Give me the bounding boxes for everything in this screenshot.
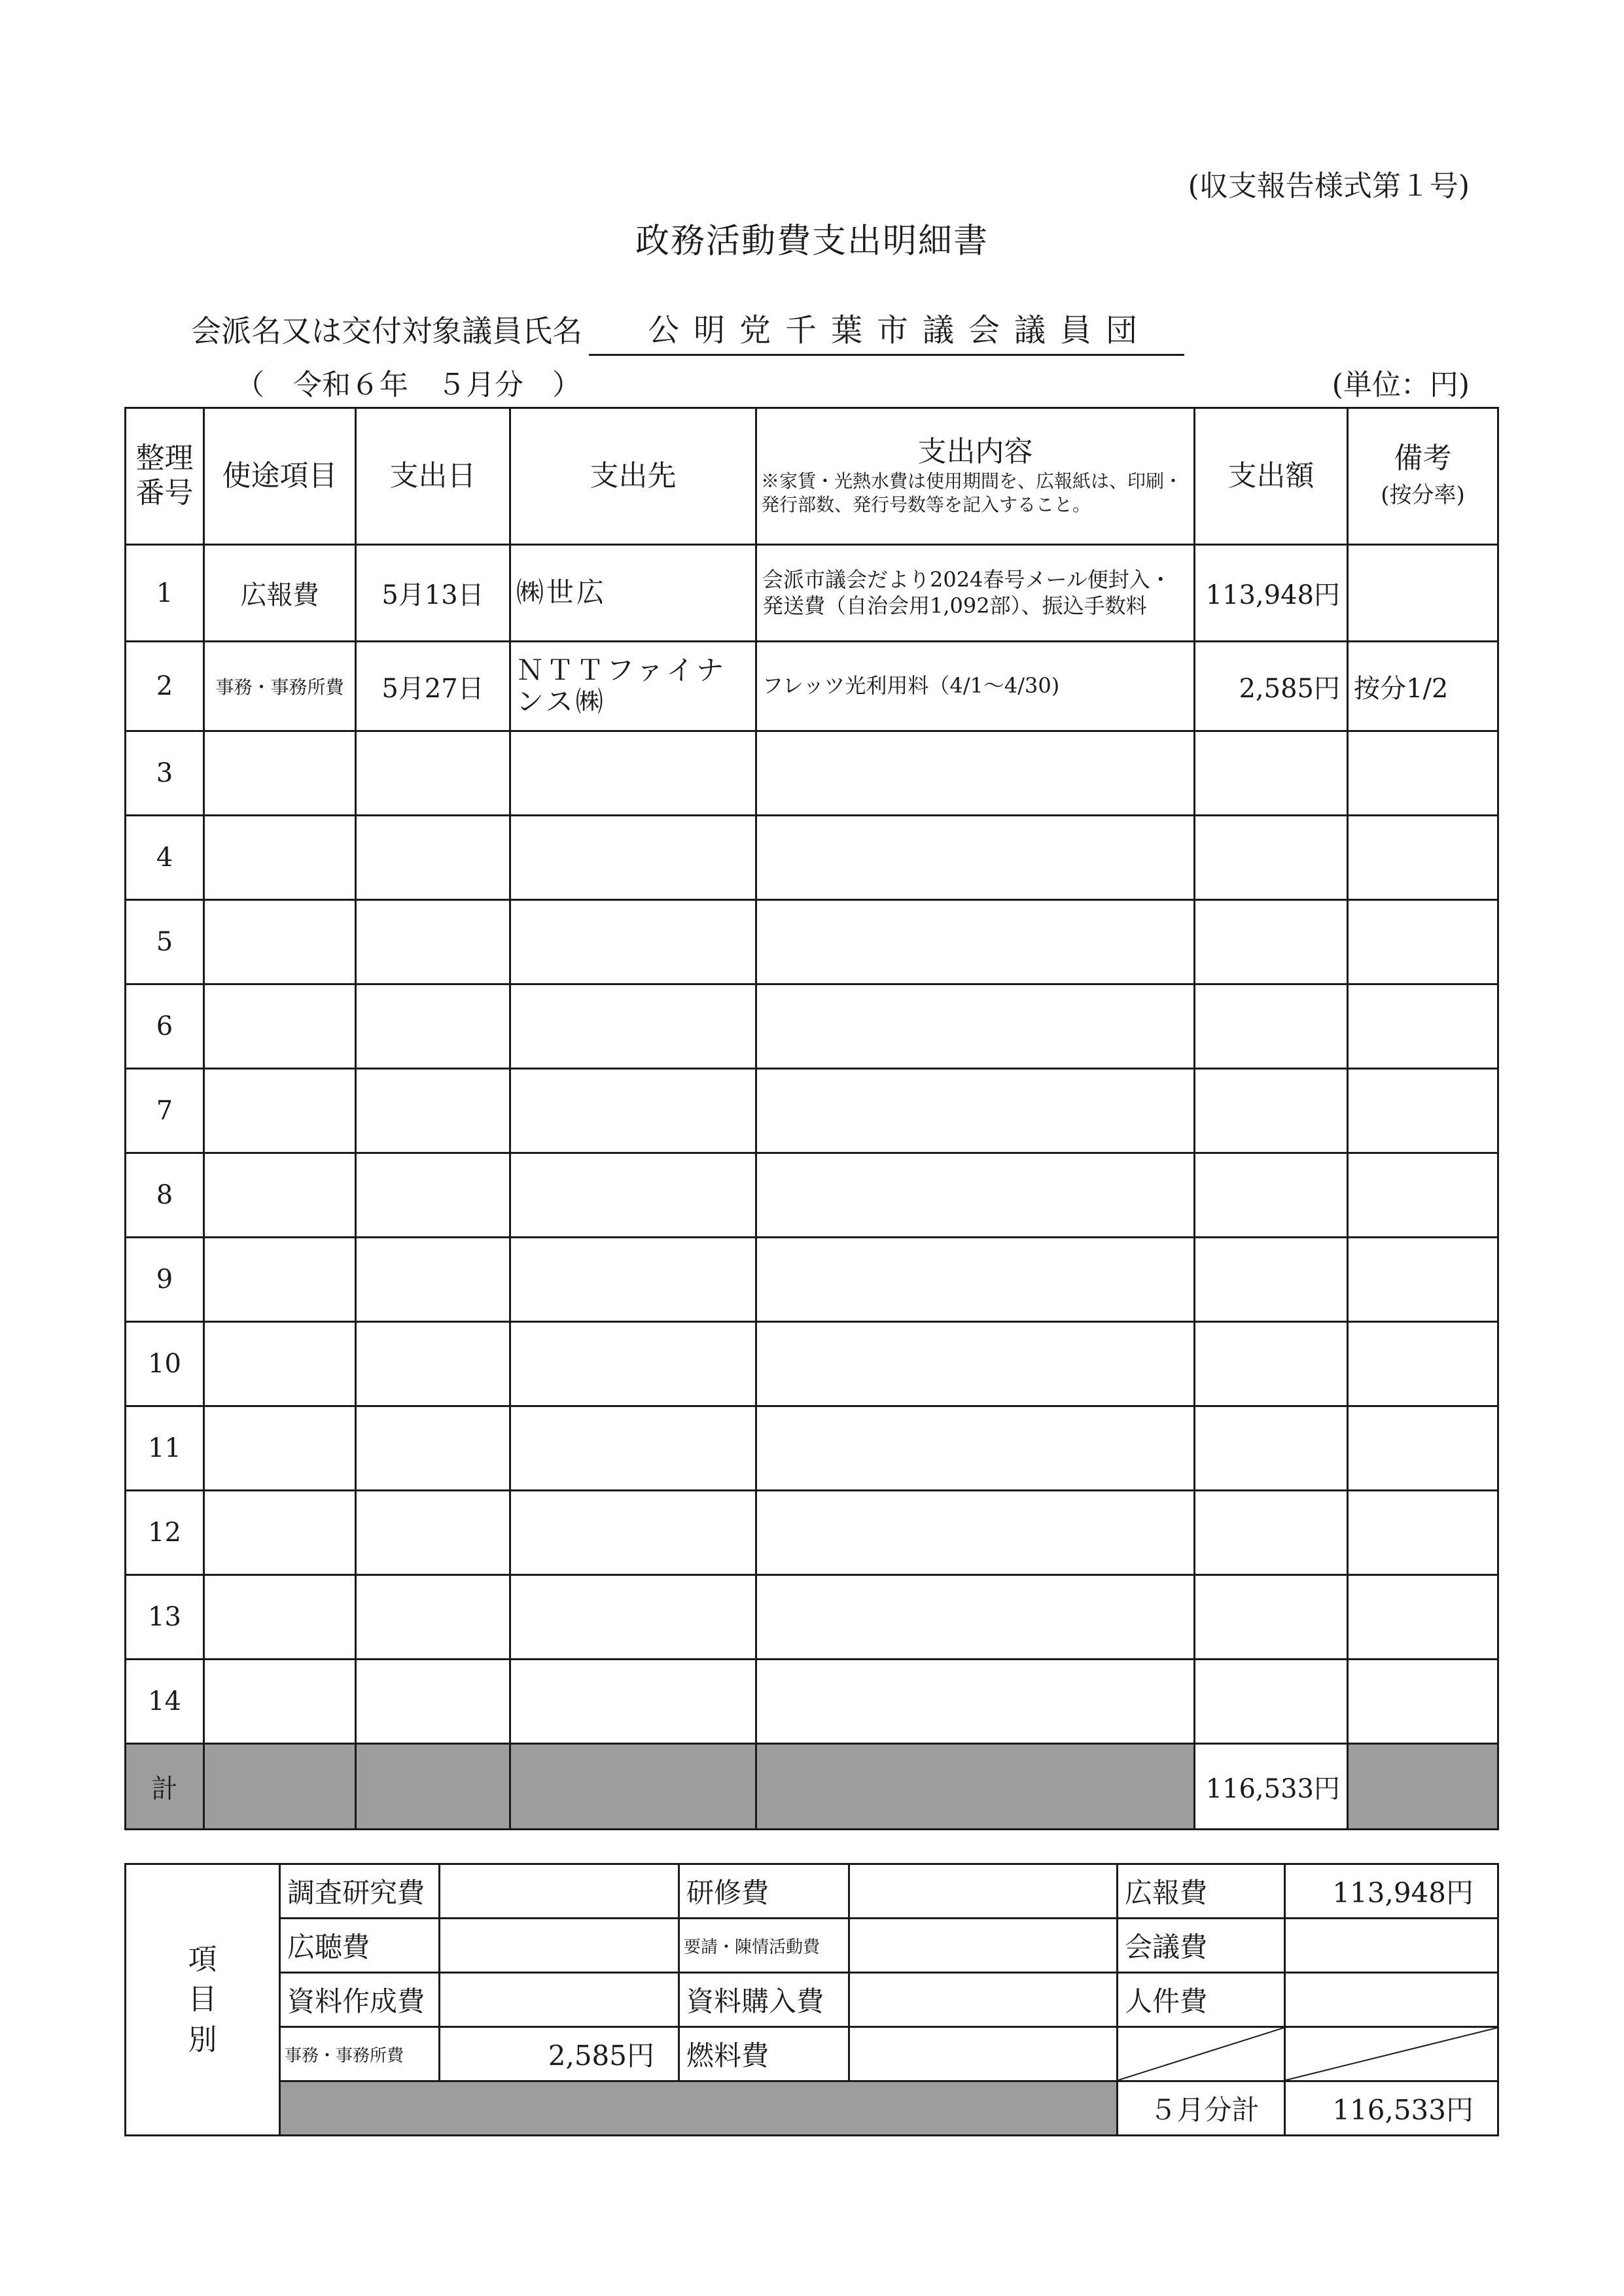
summary-amount [440, 1919, 679, 1973]
row-amount [1195, 984, 1348, 1069]
row-no: 10 [126, 1322, 204, 1406]
table-row [126, 1069, 1498, 1153]
row-remarks [1348, 1575, 1498, 1660]
row-amount [1195, 900, 1348, 984]
row-category [204, 984, 356, 1069]
total-blank [204, 1744, 356, 1830]
table-header-row [126, 408, 1498, 545]
row-payee: ＮＴＴファイナンス㈱ [510, 642, 756, 731]
row-no: 6 [126, 984, 204, 1069]
row-remarks [1348, 816, 1498, 900]
summary-label: 資料購入費 [679, 1973, 849, 2027]
table-row [126, 1660, 1498, 1744]
row-category [204, 900, 356, 984]
total-amount: 116,533円 [1195, 1744, 1348, 1830]
table-row [126, 731, 1498, 816]
row-date [356, 900, 510, 984]
name-value: 公明党千葉市議会議員団 [589, 305, 1184, 356]
row-category [204, 1238, 356, 1322]
row-date [356, 1322, 510, 1406]
total-blank [510, 1744, 756, 1830]
diagonal-line [1286, 2028, 1497, 2080]
header-remarks-title: 備考 [1394, 442, 1452, 476]
table-row [126, 984, 1498, 1069]
row-content [756, 1322, 1195, 1406]
table-row [126, 1406, 1498, 1491]
row-date: 5月27日 [356, 642, 510, 731]
summary-label: 調査研究費 [280, 1864, 440, 1919]
row-category [204, 1491, 356, 1575]
row-amount: 113,948円 [1195, 545, 1348, 642]
header-payee: 支出先 [510, 408, 756, 545]
row-content [756, 900, 1195, 984]
summary-amount: 113,948円 [1285, 1864, 1498, 1919]
expense-table [124, 407, 1499, 1830]
row-no: 3 [126, 731, 204, 816]
header-amount: 支出額 [1195, 408, 1348, 545]
row-content [756, 1069, 1195, 1153]
row-payee [510, 1660, 756, 1744]
row-payee [510, 1491, 756, 1575]
row-remarks: 按分1/2 [1348, 642, 1498, 731]
diagonal-cell [1285, 2027, 1498, 2081]
diagonal-cell [1118, 2027, 1285, 2081]
row-content [756, 1238, 1195, 1322]
row-payee [510, 731, 756, 816]
summary-label: 研修費 [679, 1864, 849, 1919]
summary-side-label: 項 目 別 [126, 1864, 280, 2136]
row-category [204, 1660, 356, 1744]
row-category [204, 1322, 356, 1406]
row-remarks [1348, 1238, 1498, 1322]
row-date [356, 984, 510, 1069]
summary-amount [849, 2027, 1118, 2081]
row-amount [1195, 1575, 1348, 1660]
row-payee [510, 1575, 756, 1660]
row-content [756, 984, 1195, 1069]
summary-amount: 2,585円 [440, 2027, 679, 2081]
row-amount [1195, 1322, 1348, 1406]
table-row [126, 900, 1498, 984]
total-blank [356, 1744, 510, 1830]
summary-row [126, 1973, 1498, 2027]
row-remarks [1348, 731, 1498, 816]
row-remarks [1348, 900, 1498, 984]
table-row [126, 642, 1498, 731]
row-no: 11 [126, 1406, 204, 1491]
summary-label: 人件費 [1118, 1973, 1285, 2027]
row-payee: ㈱世広 [510, 545, 756, 642]
summary-amount [1285, 1973, 1498, 2027]
category-summary-table [124, 1863, 1499, 2136]
row-date [356, 1238, 510, 1322]
diagonal-line [1118, 2028, 1284, 2080]
row-amount [1195, 1238, 1348, 1322]
row-no: 2 [126, 642, 204, 731]
form-number: (収支報告様式第１号) [1188, 169, 1470, 203]
row-amount [1195, 816, 1348, 900]
row-category [204, 1575, 356, 1660]
row-content [756, 731, 1195, 816]
row-date [356, 1153, 510, 1238]
row-amount [1195, 1491, 1348, 1575]
row-remarks [1348, 1660, 1498, 1744]
document-title: 政務活動費支出明細書 [635, 222, 989, 261]
table-row [126, 1491, 1498, 1575]
row-remarks [1348, 1491, 1498, 1575]
summary-label: 燃料費 [679, 2027, 849, 2081]
total-row [126, 1744, 1498, 1830]
row-remarks [1348, 1153, 1498, 1238]
row-remarks [1348, 984, 1498, 1069]
summary-label: 資料作成費 [280, 1973, 440, 2027]
header-content [756, 408, 1195, 545]
row-no: 8 [126, 1153, 204, 1238]
row-no: 5 [126, 900, 204, 984]
row-amount: 2,585円 [1195, 642, 1348, 731]
row-content [756, 1406, 1195, 1491]
header-remarks-sub: (按分率) [1381, 482, 1465, 508]
summary-label: 会議費 [1118, 1919, 1285, 1973]
row-amount [1195, 1406, 1348, 1491]
summary-gray-block [280, 2081, 1118, 2136]
row-payee [510, 900, 756, 984]
row-category: 広報費 [204, 545, 356, 642]
row-date [356, 1406, 510, 1491]
row-content: フレッツ光利用料（4/1～4/30) [756, 642, 1195, 731]
header-no: 整理 番号 [126, 408, 204, 545]
row-payee [510, 984, 756, 1069]
table-row [126, 1238, 1498, 1322]
summary-label: 広報費 [1118, 1864, 1285, 1919]
row-content [756, 1575, 1195, 1660]
row-amount [1195, 1069, 1348, 1153]
period: （ 令和６年 ５月分 ） [236, 368, 581, 402]
name-label: 会派名又は交付対象議員氏名 [191, 313, 582, 349]
summary-row [126, 2027, 1498, 2081]
table-row [126, 816, 1498, 900]
table-row [126, 545, 1498, 642]
row-remarks [1348, 545, 1498, 642]
summary-amount [440, 1864, 679, 1919]
row-amount [1195, 731, 1348, 816]
row-no: 13 [126, 1575, 204, 1660]
table-row [126, 1575, 1498, 1660]
row-content [756, 816, 1195, 900]
summary-label: 広聴費 [280, 1919, 440, 1973]
row-content [756, 1153, 1195, 1238]
row-date [356, 1575, 510, 1660]
table-row [126, 1153, 1498, 1238]
row-category [204, 1069, 356, 1153]
row-date [356, 731, 510, 816]
row-date [356, 816, 510, 900]
row-no: 9 [126, 1238, 204, 1322]
summary-amount [849, 1864, 1118, 1919]
header-category: 使途項目 [204, 408, 356, 545]
month-total-label: ５月分計 [1118, 2081, 1285, 2136]
row-category: 事務・事務所費 [204, 642, 356, 731]
row-date [356, 1491, 510, 1575]
row-no: 4 [126, 816, 204, 900]
row-category [204, 1406, 356, 1491]
total-blank [1348, 1744, 1498, 1830]
summary-amount [849, 1919, 1118, 1973]
row-remarks [1348, 1322, 1498, 1406]
table-row [126, 1322, 1498, 1406]
row-payee [510, 1069, 756, 1153]
row-no: 7 [126, 1069, 204, 1153]
summary-amount [849, 1973, 1118, 2027]
total-blank [756, 1744, 1195, 1830]
summary-amount [1285, 1919, 1498, 1973]
row-category [204, 816, 356, 900]
row-date: 5月13日 [356, 545, 510, 642]
summary-total-row [126, 2081, 1498, 2136]
row-amount [1195, 1153, 1348, 1238]
row-content [756, 1491, 1195, 1575]
row-remarks [1348, 1406, 1498, 1491]
unit-label: (単位：円) [1332, 368, 1470, 402]
summary-row [126, 1919, 1498, 1973]
summary-row [126, 1864, 1498, 1919]
month-total-amount: 116,533円 [1285, 2081, 1498, 2136]
row-content [756, 1660, 1195, 1744]
row-category [204, 1153, 356, 1238]
summary-amount [440, 1973, 679, 2027]
row-content: 会派市議会だより2024春号メール便封入・発送費（自治会用1,092部）、振込手数料 [756, 545, 1195, 642]
row-date [356, 1660, 510, 1744]
header-content-title: 支出内容 [917, 435, 1033, 469]
row-payee [510, 1406, 756, 1491]
row-no: 12 [126, 1491, 204, 1575]
total-label: 計 [126, 1744, 204, 1830]
row-remarks [1348, 1069, 1498, 1153]
row-category [204, 731, 356, 816]
header-remarks [1348, 408, 1498, 545]
row-amount [1195, 1660, 1348, 1744]
row-payee [510, 1153, 756, 1238]
row-payee [510, 1322, 756, 1406]
row-no: 14 [126, 1660, 204, 1744]
summary-label: 要請・陳情活動費 [679, 1919, 849, 1973]
row-no: 1 [126, 545, 204, 642]
summary-label: 事務・事務所費 [280, 2027, 440, 2081]
header-content-note: ※家賃・光熱水費は使用期間を、広報紙は、印刷・発行部数、発行号数等を記入すること。 [761, 470, 1183, 516]
row-payee [510, 1238, 756, 1322]
row-payee [510, 816, 756, 900]
header-date: 支出日 [356, 408, 510, 545]
row-date [356, 1069, 510, 1153]
